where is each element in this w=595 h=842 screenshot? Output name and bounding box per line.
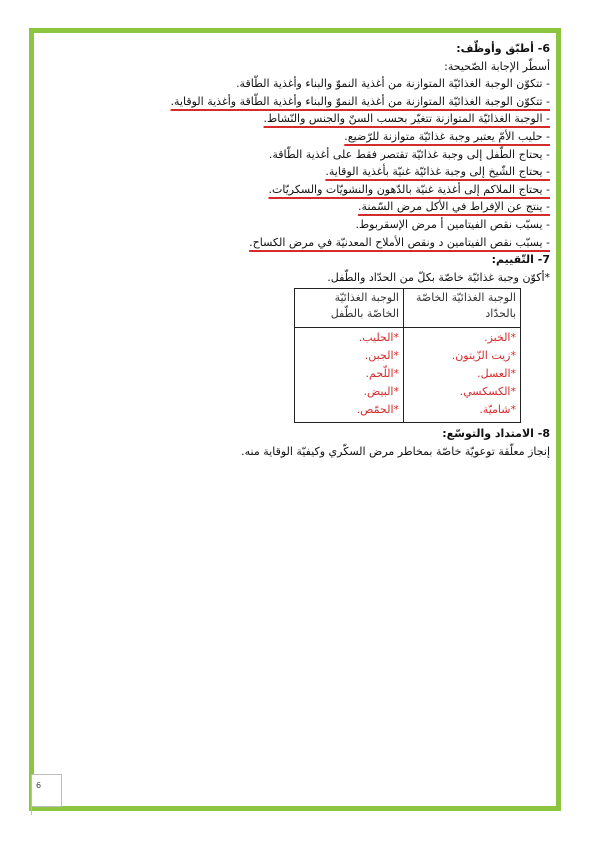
answer-text-underlined: - يحتاج الشّيخ إلى وجبة غذائيّة غنيّة بأغذية الوقاية.	[325, 165, 550, 179]
answer-line	[100, 93, 550, 111]
answer-line	[100, 181, 550, 199]
section7-title: 7- التّقييم:	[491, 253, 550, 267]
meal-item: *زيت الزّيتون.	[451, 349, 516, 363]
answer-line	[100, 128, 550, 146]
blacksmith-header: الوجبة الغذائيّة الخاصّة بالحدّاد	[404, 289, 521, 328]
meal-item: *اللّحم.	[365, 367, 399, 381]
meal-item: *الجبن.	[364, 349, 399, 363]
answer-line	[100, 216, 550, 234]
answer-list	[100, 75, 550, 251]
section7-instruction: *أكوّن وجبة غذائيّة خاصّة بكلّ من الحدّاد والطّفل.	[327, 270, 550, 284]
section8-text: إنجاز معلّقة توعويّة خاصّة بمخاطر مرض السكّري وكيفيّة الوقاية منه.	[241, 444, 550, 458]
answer-line	[100, 110, 550, 128]
answer-text: - يحتاج الطّفل إلى وجبة غذائيّة تقتصر فقط على أغذية الطّاقة.	[268, 147, 550, 161]
answer-text-underlined: - ينتج عن الإفراط في الأكل مرض السّمنة.	[358, 200, 550, 214]
meal-item: *الكسكسي.	[459, 385, 516, 399]
meal-item: *الخبز.	[484, 331, 516, 345]
meal-item: *الحليب.	[358, 331, 399, 345]
meal-item: *الحمّص.	[356, 403, 399, 417]
answer-line	[100, 198, 550, 216]
meal-item: *البيض.	[363, 385, 399, 399]
worksheet-content	[100, 40, 550, 461]
answer-text-underlined: - حليب الأمّ يعتبر وجبة غذائيّة متوازنة للرّضيع.	[344, 129, 550, 143]
page-number: 6	[31, 774, 62, 807]
answer-line	[100, 163, 550, 181]
meal-item: *شاميّة.	[479, 403, 516, 417]
child-items	[295, 328, 404, 423]
section6-title: 6- أطبّق وأوظّف:	[456, 42, 550, 55]
answer-text-underlined: - الوجبة الغذائيّة المتوازنة تتغيّر بحسب السنّ والجنس والنّشاط.	[263, 112, 550, 126]
answer-line	[100, 146, 550, 164]
answer-line	[100, 75, 550, 93]
answer-text-underlined: - يحتاج الملاكم إلى أغذية غنيّة بالدّهون والنشويّات والسكريّات.	[268, 182, 550, 196]
blacksmith-items	[404, 328, 521, 423]
answer-line	[100, 234, 550, 252]
answer-text-underlined: - تتكوّن الوجبة الغذائيّة المتوازنة من أغذية النموّ والبناء وأغذية الطّاقة وأغذية الوقاية.	[170, 94, 550, 108]
meal-table	[294, 288, 521, 423]
answer-text: - يسبّب نقص الفيتامين أ مرض الإسقربوط.	[355, 217, 550, 231]
answer-text: - تتكوّن الوجبة الغذائيّة المتوازنة من أغذية النموّ والبناء وأغذية الطّاقة.	[236, 77, 550, 91]
child-header: الوجبة الغذائيّة الخاصّة بالطّفل	[295, 289, 404, 328]
meal-item: *العسل.	[477, 367, 516, 381]
section6-instruction: أسطّر الإجابة الصّحيحة:	[444, 59, 550, 73]
section8-title: 8- الامتداد والتوسّع:	[442, 427, 550, 441]
page-number-tick	[31, 807, 32, 815]
answer-text-underlined: - يسبّب نقص الفيتامين د ونقص الأملاح المعدنيّة في مرض الكساح.	[249, 235, 550, 249]
